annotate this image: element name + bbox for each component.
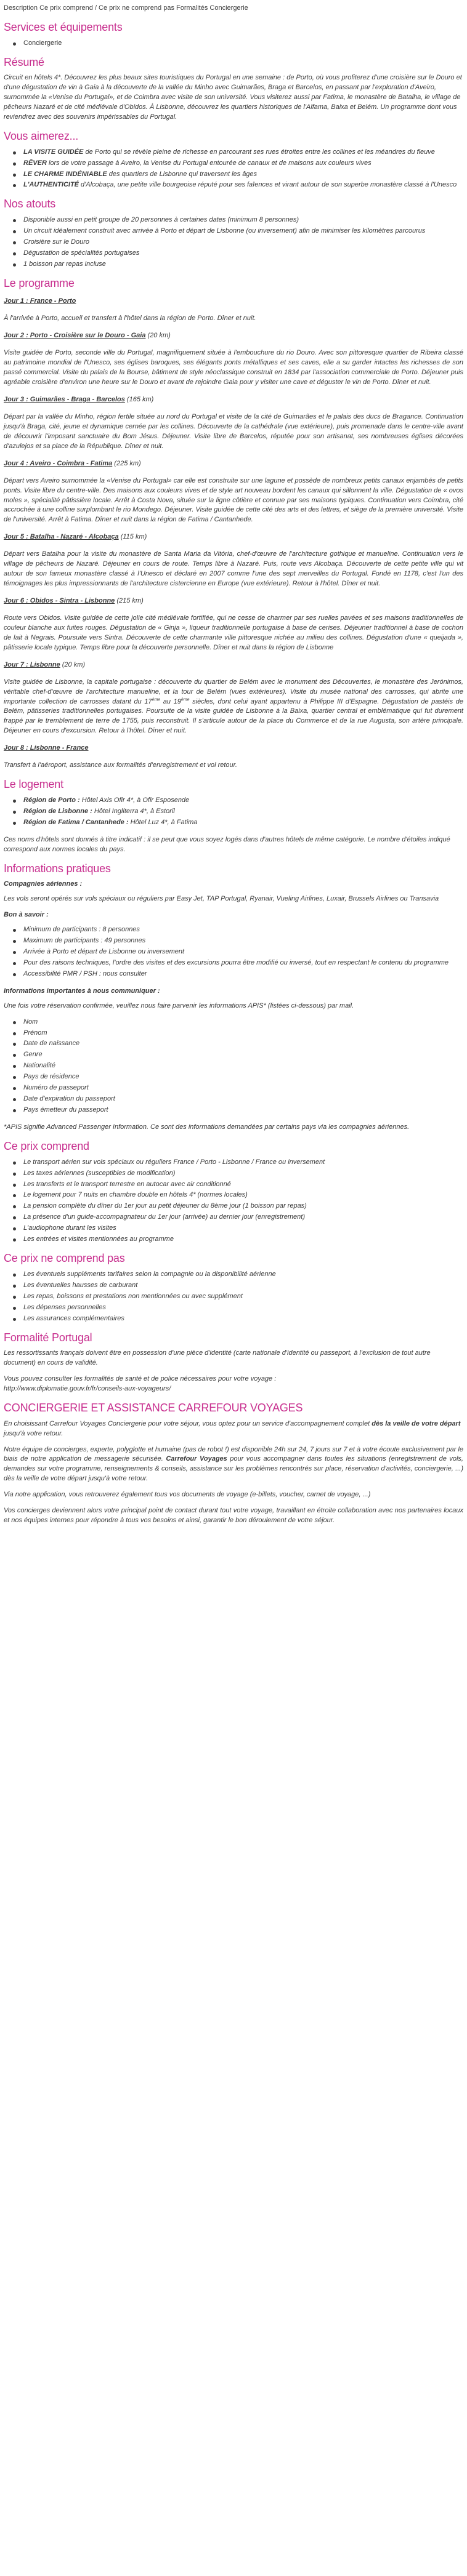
atout-item: Croisière sur le Douro — [23, 238, 463, 247]
apis-item: Date de naissance — [23, 1039, 463, 1049]
important-text: Une fois votre réservation confirmée, veuillez nous faire parvenir les informations APIS* (listées ci-dessous) par mail. — [4, 1001, 354, 1009]
day-text: Visite guidée de Porto, seconde ville du Portugal, magnifiquement située à l'embouchure du rio Douro. Avec son pittoresque quartier de Ribeira classé au patrimoine mondial de l'Unesco, ses églises baroques, ses élégants ponts métalliques et ses caves, elle a su garder intactes les richesses de son passé commercial. Visite du palais de la Bourse, bâtiment de style néoclassique construit en 1834 par l'association commerciale de Porto. Déjeuner puis agréable croisière d'environ une heure sur le Douro et avant de rejoindre Gaia pour y visiter une cave et déguster le vin de Porto. Dîner et nuit. — [4, 349, 463, 387]
day-text: Départ vers Aveiro surnommée la «Venise du Portugal» car elle est construite sur une lagune et possède de nombreux petits canaux enjambés de petits ponts. Visite libre du centre-ville. Des maisons aux couleurs vives et de style art nouveau bordent les canaux qui sillonnent la ville. Dégustation de « ovos moles », spécialité pâtissière locale. Arrêt à Costa Nova, située sur la ligne côtière et connue par ses maisons typiques. Continuation vers Coimbra, cité accrochée à une colline surplombant le rio Mondego. Déjeuner. Visite guidée de cette cité des arts et des lettres, et siège de la première université. Visite de l'université. Arrêt à Fatima. Dîner et nuit dans la région de Fatima / Cantanhede. — [4, 476, 463, 524]
bon-item: Accessibilité PMR / PSH : nous consulter — [23, 969, 463, 979]
day-title: Jour 7 : Lisbonne (20 km) — [4, 660, 86, 668]
atout-item: 1 boisson par repas incluse — [23, 260, 463, 270]
aerien-text: Les vols seront opérés sur vols spéciaux ou réguliers par Easy Jet, TAP Portugal, Ryanair, Vueling Airlines, Luxair, Brussels Airlines ou Transavia — [4, 895, 439, 903]
formalite-link[interactable]: http://www.diplomatie.gouv.fr/fr/conseils-aux-voyageurs/ — [4, 1385, 171, 1392]
non-comprend-list — [4, 1270, 463, 1324]
day-title: Jour 5 : Batalha - Nazaré - Alcobaça (115 km) — [4, 533, 147, 541]
day-text: Route vers Obidos. Visite guidée de cette jolie cité médiévale fortifiée, qui ne cesse de charmer par ses ruelles pavées et ses maisons traditionnelles de couleur blanche aux fuites rouges. Dégustation de « Ginja », liqueur traditionnelle portugaise à base de cerises. Déjeuner traditionnel à base de cochon de lait à Negrais. Poursuite vers Sintra. Découverte de cette charmante ville pittoresque nichée au milieu des collines. Dégustation d'une « queijada », pâtisserie locale typique. Temps libre pour la découverte personnelle. Dîner et nuit dans la région de Lisbonne — [4, 614, 463, 651]
apis-item: Pays émetteur du passeport — [23, 1105, 463, 1115]
bon-item: Maximum de participants : 49 personnes — [23, 936, 463, 946]
atout-item: Un circuit idéalement construit avec arrivée à Porto et départ de Lisbonne (ou inversement) afin de minimiser les kilomètres parcourus — [23, 227, 463, 236]
conciergerie-text-3: Via notre application, vous retrouverez également tous vos documents de voyage (e-billets, voucher, carnet de voyage, ...) — [4, 1491, 371, 1499]
formalite-text-1: Les ressortissants français doivent être en possession d'une pièce d'identité (carte nationale d'identité ou passeport, à l'exclusion de tout autre document) en cours de validité. — [4, 1349, 431, 1367]
non-comprend-title: Ce prix ne comprend pas — [4, 1252, 125, 1265]
pratiques-title: Informations pratiques — [4, 862, 111, 875]
resume-title: Résumé — [4, 55, 44, 68]
conciergerie-title: CONCIERGERIE ET ASSISTANCE CARREFOUR VOYAGES — [4, 1401, 303, 1414]
day-title: Jour 6 : Obidos - Sintra - Lisbonne (215 km) — [4, 597, 144, 604]
day-title: Jour 2 : Porto - Croisière sur le Douro - Gaia (20 km) — [4, 332, 171, 340]
atouts-list — [4, 215, 463, 270]
comprend-item: Les transferts et le transport terrestre en autocar avec air conditionné — [23, 1180, 463, 1190]
day-title: Jour 3 : Guimarães - Braga - Barcelos (165 km) — [4, 396, 154, 403]
comprend-item: Les entrées et visites mentionnées au programme — [23, 1235, 463, 1245]
top-description: Description Ce prix comprend / Ce prix ne comprend pas Formalités Conciergerie — [4, 4, 248, 12]
formalite-text-2: Vous pouvez consulter les formalités de santé et de police nécessaires pour votre voyage : — [4, 1375, 277, 1383]
programme-days — [4, 297, 463, 771]
comprend-item: L'audiophone durant les visites — [23, 1224, 463, 1234]
bon-list — [4, 925, 463, 979]
aimerez-list — [4, 148, 463, 191]
apis-item: Numéro de passeport — [23, 1083, 463, 1093]
apis-item: Nom — [23, 1017, 463, 1027]
apis-item: Date d'expiration du passeport — [23, 1094, 463, 1104]
comprend-item: Le transport aérien sur vols spéciaux ou réguliers France / Porto - Lisbonne / France ou inversement — [23, 1158, 463, 1168]
aimerez-item: LE CHARME INDÉNIABLE des quartiers de Lisbonne qui traversent les âges — [23, 170, 463, 180]
apis-note: *APIS signifie Advanced Passenger Information. Ce sont des informations demandées par certains pays via les compagnies aériennes. — [4, 1123, 410, 1131]
day-text: Départ par la vallée du Minho, région fertile située au nord du Portugal et visite de la cité de Guimarães et le palais des ducs de Bragance. Continuation jusqu'à Braga, cité, jeune et dynamique cernée par les collines. Découverte de la cathédrale (vue extérieure), puis promenade dans le centre-ville avant de découvrir l'imposant sanctuaire du Bom Jésus. Déjeuner. Visite libre de Barcelos, réputée pour son artisanat, ses nombreuses églises décorées d'azulejos et sa place de la République. Dîner et nuit. — [4, 412, 463, 450]
atout-item: Dégustation de spécialités portugaises — [23, 249, 463, 259]
aimerez-item: LA VISITE GUIDÉE de Porto qui se révèle pleine de richesse en parcourant ses rues étroites entre les collines et les méandres du fleuve — [23, 148, 463, 158]
day-title: Jour 4 : Aveiro - Coimbra - Fatima (225 km) — [4, 459, 141, 467]
logement-note: Ces noms d'hôtels sont donnés à titre indicatif : il se peut que vous soyez logés dans d'autres hôtels de même catégorie. Le nombre d'étoiles indiqué correspond aux normes locales du pays. — [4, 835, 450, 853]
comprend-item: Les taxes aériennes (susceptibles de modification) — [23, 1169, 463, 1179]
day-title: Jour 1 : France - Porto — [4, 297, 76, 305]
apis-item: Genre — [23, 1050, 463, 1060]
non-comprend-item: Les éventuelles hausses de carburant — [23, 1281, 463, 1291]
day-text: Transfert à l'aéroport, assistance aux formalités d'enregistrement et vol retour. — [4, 761, 237, 769]
aimerez-item: L'AUTHENTICITÉ d'Alcobaça, une petite ville bourgeoise réputé pour ses faïences et virant autour de son superbe monastère classé à l'Unesco — [23, 180, 463, 190]
bon-label: Bon à savoir : — [4, 911, 49, 919]
conciergerie-text-4: Vos concierges deviennent alors votre principal point de contact durant tout votre voyage, travaillant en étroite collaboration avec nos partenaires locaux et nos équipes internes pour répondre à tous vos besoins et ainsi, garantir le bon déroulement de votre séjour. — [4, 1507, 463, 1525]
aerien-label: Compagnies aériennes : — [4, 880, 83, 888]
logement-title: Le logement — [4, 778, 63, 791]
apis-item: Pays de résidence — [23, 1072, 463, 1082]
important-label: Informations importantes à nous communiquer : — [4, 987, 160, 995]
bon-item: Arrivée à Porto et départ de Lisbonne ou inversement — [23, 947, 463, 957]
aimerez-title: Vous aimerez... — [4, 129, 79, 142]
day-title: Jour 8 : Lisbonne - France — [4, 744, 89, 752]
bon-item: Pour des raisons techniques, l'ordre des visites et des excursions pourra être modifié ou inversé, tout en respectant le contenu du programme — [23, 958, 463, 968]
comprend-item: Le logement pour 7 nuits en chambre double en hôtels 4* (normes locales) — [23, 1190, 463, 1200]
comprend-title: Ce prix comprend — [4, 1139, 89, 1152]
non-comprend-item: Les éventuels suppléments tarifaires selon la compagnie ou la disponibilité aérienne — [23, 1270, 463, 1280]
hotel-item: Région de Lisbonne : Hôtel Ingliterra 4*, à Estoril — [23, 807, 463, 817]
logement-list — [4, 796, 463, 828]
services-list — [4, 39, 463, 49]
bon-item: Minimum de participants : 8 personnes — [23, 925, 463, 935]
comprend-item: La présence d'un guide-accompagnateur du 1er jour (arrivée) au dernier jour (enregistrement) — [23, 1213, 463, 1222]
aimerez-item: RÊVER lors de votre passage à Aveiro, la Venise du Portugal entourée de canaux et de maisons aux couleurs vives — [23, 159, 463, 169]
service-item: Conciergerie — [23, 39, 463, 49]
non-comprend-item: Les dépenses personnelles — [23, 1303, 463, 1313]
day-text: À l'arrivée à Porto, accueil et transfert à l'hôtel dans la région de Porto. Dîner et nuit. — [4, 315, 256, 323]
resume-text: Circuit en hôtels 4*. Découvrez les plus beaux sites touristiques du Portugal en une semaine : de Porto, où vous profiterez d'une croisière sur le Douro et d'une dégustation de vin à Gaia à la découverte de la vallée du Minho avec Guimarães, Braga et Barcelos, en passant par l'exploration d'Aveiro, surnommée la «Venise du Portugal», et de Coimbra avec visite de son université. Vous visiterez aussi par Fatima, le monastère de Batalha, le village de pêcheurs Nazaré et de cité médiévale d'Obidos. À Lisbonne, découvrez les quartiers historiques de l'Alfama, Baixa et Belém. Un programme dont vous reviendrez avec des souvenirs impérissables du Portugal. — [4, 74, 462, 121]
non-comprend-item: Les repas, boissons et prestations non mentionnées ou avec supplément — [23, 1292, 463, 1302]
atouts-title: Nos atouts — [4, 198, 56, 211]
apis-list — [4, 1017, 463, 1115]
conciergerie-text-1: En choisissant Carrefour Voyages Conciergerie pour votre séjour, vous optez pour un service d'accompagnement complet dès la veille de votre départ jusqu'à votre retour. — [4, 1419, 461, 1437]
day-text: Départ vers Batalha pour la visite du monastère de Santa Maria da Vitória, chef-d'œuvre de l'architecture gothique et manueline. Continuation vers le village de pêcheurs de Nazaré. Déjeuner en cours de route. Temps libre à Nazaré. Puis, route vers Alcobaça. Découverte de cette petite ville qui vit autour de son fameux monastère classé à l'Unesco et déclaré en 2007 comme l'une des sept merveilles du Portugal. Fondé en 1178, c'est l'un des témoignages les plus impressionnants de l'architecture cistercienne en Europe (vue extérieure). Retour à l'hôtel. Dîner et nuit. — [4, 550, 463, 588]
day-text: Visite guidée de Lisbonne, la capitale portugaise : découverte du quartier de Belém avec le monument des Découvertes, le monastère des Jerónimos, véritable chef-d'œuvre de l'architecture manueline, et la tour de Belém (vues extérieures). Visite du musée national des carrosses, qui abrite une importante collection de carrosses datant du 17ème au 19ème siècles, dont celui ayant appartenu à Philippe III d'Espagne. Dégustation de pastéis de Belém, pâtisseries traditionnelles portugaises. Poursuite de la visite guidée de Lisbonne à la Baixa, quartier central et emblématique qui fut durement frappé par le tremblement de terre de 1755, puis reconstruit. Il s'articule autour de la place du Commerce et de la rue Augusta, son artère principale. Déjeuner en cours d'excursion. Retour à l'hôtel. Dîner et nuit. — [4, 678, 463, 735]
comprend-list — [4, 1158, 463, 1245]
programme-title: Le programme — [4, 276, 75, 289]
services-title: Services et équipements — [4, 20, 123, 33]
apis-item: Prénom — [23, 1029, 463, 1038]
hotel-item: Région de Porto : Hôtel Axis Ofir 4*, à Ofir Esposende — [23, 796, 463, 806]
comprend-item: La pension complète du dîner du 1er jour au petit déjeuner du 8ème jour (1 boisson par repas) — [23, 1202, 463, 1211]
non-comprend-item: Les assurances complémentaires — [23, 1314, 463, 1324]
formalite-title: Formalité Portugal — [4, 1331, 92, 1344]
atout-item: Disponible aussi en petit groupe de 20 personnes à certaines dates (minimum 8 personnes) — [23, 215, 463, 225]
apis-item: Nationalité — [23, 1061, 463, 1071]
conciergerie-text-2: Notre équipe de concierges, experte, polyglotte et humaine (pas de robot !) est disponible 24h sur 24, 7 jours sur 7 et à votre écoute exclusivement par le biais de notre application de messagerie sécurisée. Carrefour Voyages pour vous accompagner dans toutes les situations (enregistrement de vols, demandes sur votre programme, renseignements & conseils, assistance sur les problèmes rencontrés sur place, réservation d'activités, conciergerie, ...) dès la veille de votre départ jusqu'à votre retour. — [4, 1445, 463, 1483]
hotel-item: Région de Fatima / Cantanhede : Hôtel Luz 4*, à Fatima — [23, 818, 463, 828]
